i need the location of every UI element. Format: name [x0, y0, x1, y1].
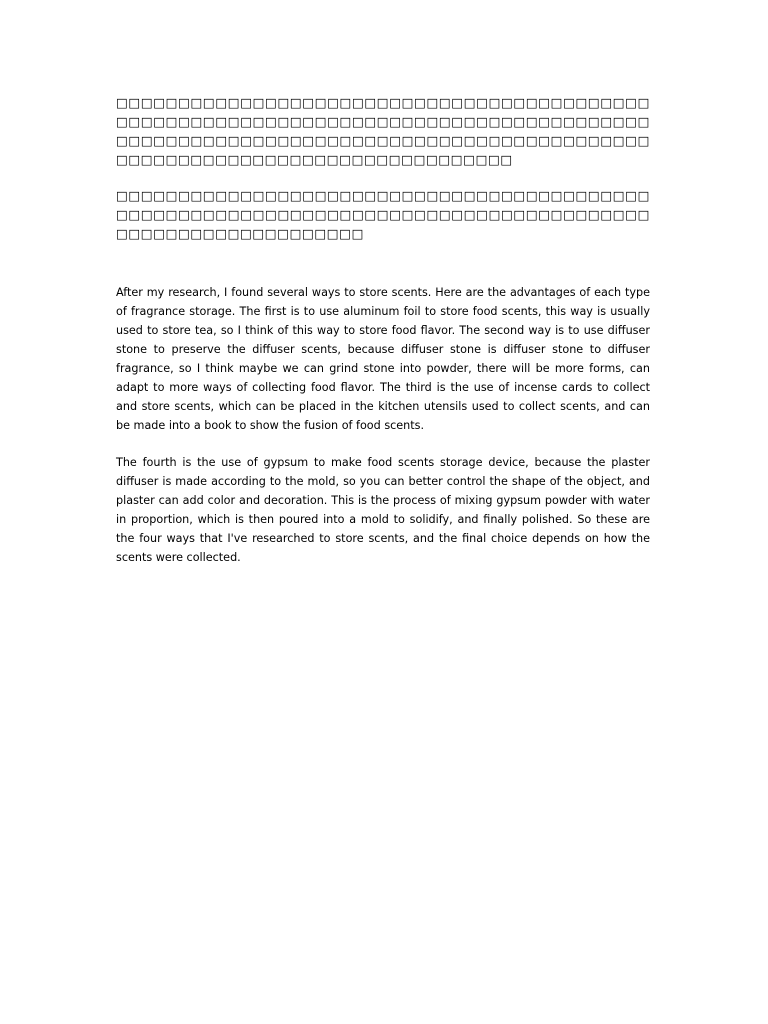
cjk-paragraph-2: □□□□□□□□□□□□□□□□□□□□□□□□□□□□□□□□□□□□□□□□□□□□□□□□□□□□□□□□□□□□□□□□□□□□□□□□□□□□□□□□□□□□□□□□□□□□□□□□□□□□□□□□□□ — [116, 188, 650, 241]
cjk-paragraph-1: □□□□□□□□□□□□□□□□□□□□□□□□□□□□□□□□□□□□□□□□□□□□□□□□□□□□□□□□□□□□□□□□□□□□□□□□□□□□□□□□□□□□□□□□□□□□□□□□□□□□□□□□□□□□□□□□□□□□□□□□□□□□□□□□□□□□□□□□□□□□□□□□□□□□□□□□□□□□□□□□□ — [116, 95, 650, 167]
english-paragraph-1: After my research, I found several ways to store scents. Here are the advantages of each type of fragrance storage. The first is to use aluminum foil to store food scents, this way is usually used to store tea, so I think of this way to store food flavor. The second way is to use diffuser stone to preserve the diffuser scents, because diffuser stone is diffuser stone to diffuser fragrance, so I think maybe we can grind stone into powder, there will be more forms, can adapt to more ways of collecting food flavor. The third is the use of incense cards to collect and store scents, which can be placed in the kitchen utensils used to collect scents, and can be made into a book to show the fusion of food scents. — [116, 286, 650, 432]
english-paragraph-2: The fourth is the use of gypsum to make food scents storage device, because the plaster diffuser is made according to the mold, so you can better control the shape of the object, and plaster can add color and decoration. This is the process of mixing gypsum powder with water in proportion, which is then poured into a mold to solidify, and finally polished. So these are the four ways that I've researched to store scents, and the final choice depends on how the scents were collected. — [116, 456, 650, 564]
document-body — [116, 93, 650, 585]
